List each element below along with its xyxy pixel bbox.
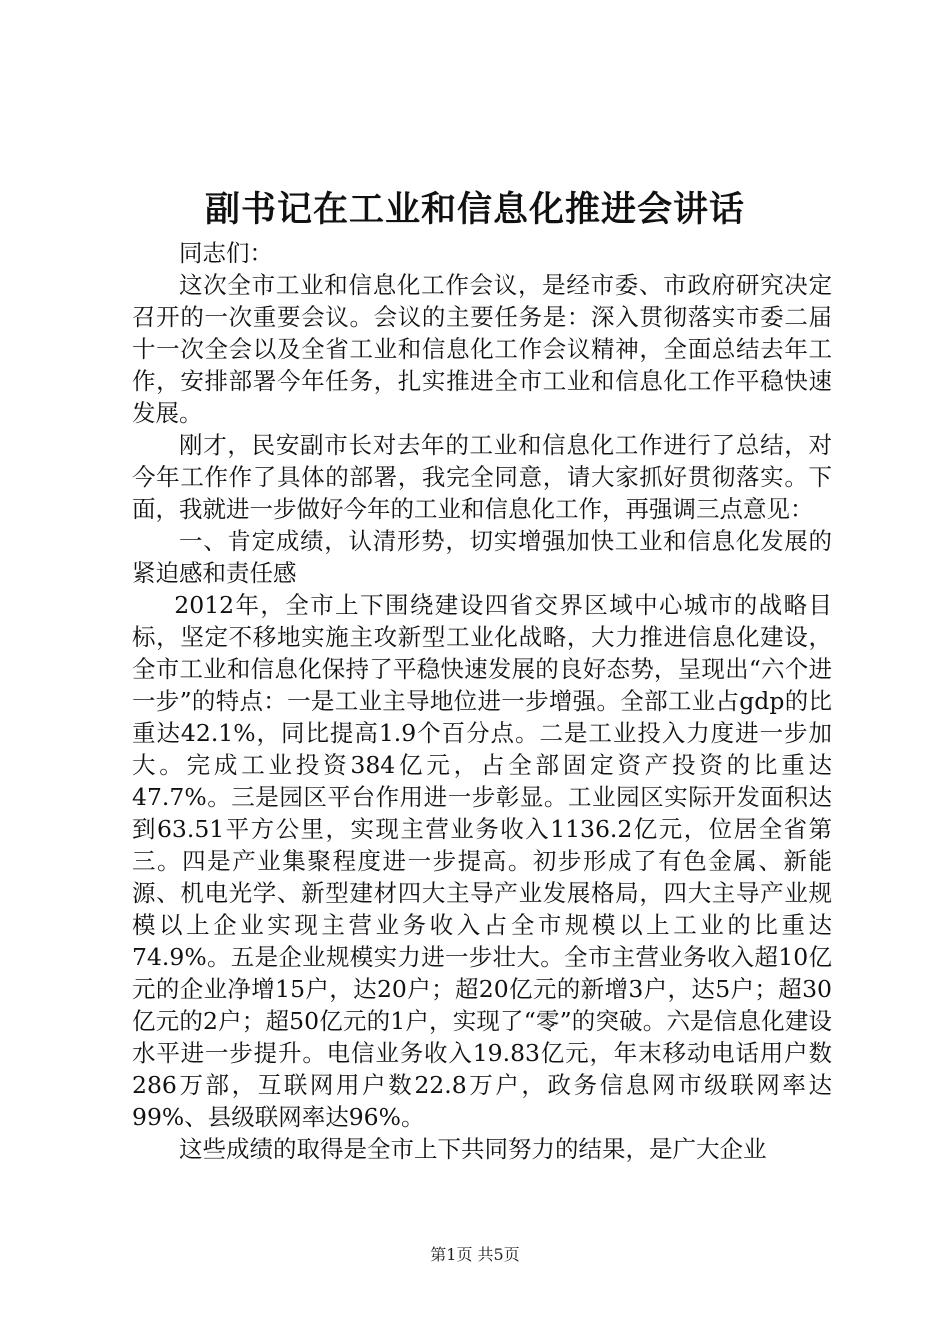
paragraph-achievements: 这些成绩的取得是全市上下共同努力的结果，是广大企业 (179, 1135, 767, 1163)
paragraph-meeting-intro: 这次全市工业和信息化工作会议，是经市委、市政府研究决定召开的一次重要会议。会议的主要任务是：深入贯彻落实市委二届十一次全会以及全省工业和信息化工作会议精神，全面总结去年工作，安排部署今年任务，扎实推进全市工业和信息化工作平稳快速发展。 (132, 271, 832, 427)
page-footer: 第1页 共5页 (430, 1245, 520, 1264)
section-heading-one: 一、肯定成绩，认清形势，切实增强加快工业和信息化发展的紧迫感和责任感 (132, 527, 832, 587)
salutation: 同志们： (179, 239, 273, 267)
paragraph-agreement: 刚才，民安副市长对去年的工业和信息化工作进行了总结，对今年工作作了具体的部署，我完全同意，请大家抓好贯彻落实。下面，我就进一步做好今年的工业和信息化工作，再强调三点意见： (132, 431, 832, 523)
paragraph-2012-results: 2012年，全市上下围绕建设四省交界区域中心城市的战略目标，坚定不移地实施主攻新型工业化战略，大力推进信息化建设，全市工业和信息化保持了平稳快速发展的良好态势，呈现出“六个进一步”的特点：一是工业主导地位进一步增强。全部工业占gdp的比重达42.1%，同比提高1.9个百分点。二是工业投入力度进一步加大。完成工业投资384亿元，占全部固定资产投资的比重达47.7%。三是园区平台作用进一步彰显。工业园区实际开发面积达到63.51平方公里，实现主营业务收入1136.2亿元，位居全省第三。四是产业集聚程度进一步提高。初步形成了有色金属、新能源、机电光学、新型建材四大主导产业发展格局，四大主导产业规模以上企业实现主营业务收入占全市规模以上工业的比重达74.9%。五是企业规模实力进一步壮大。全市主营业务收入超10亿元的企业净增15户，达20户；超20亿元的新增3户，达5户；超30亿元的2户；超50亿元的1户，实现了“零”的突破。六是信息化建设水平进一步提升。电信业务收入19.83亿元，年末移动电话用户数286万部，互联网用户数22.8万户，政务信息网市级联网率达99%、县级联网率达96%。 (132, 591, 832, 1131)
document-body (132, 237, 832, 1165)
document-title: 副书记在工业和信息化推进会讲话 (204, 189, 745, 230)
